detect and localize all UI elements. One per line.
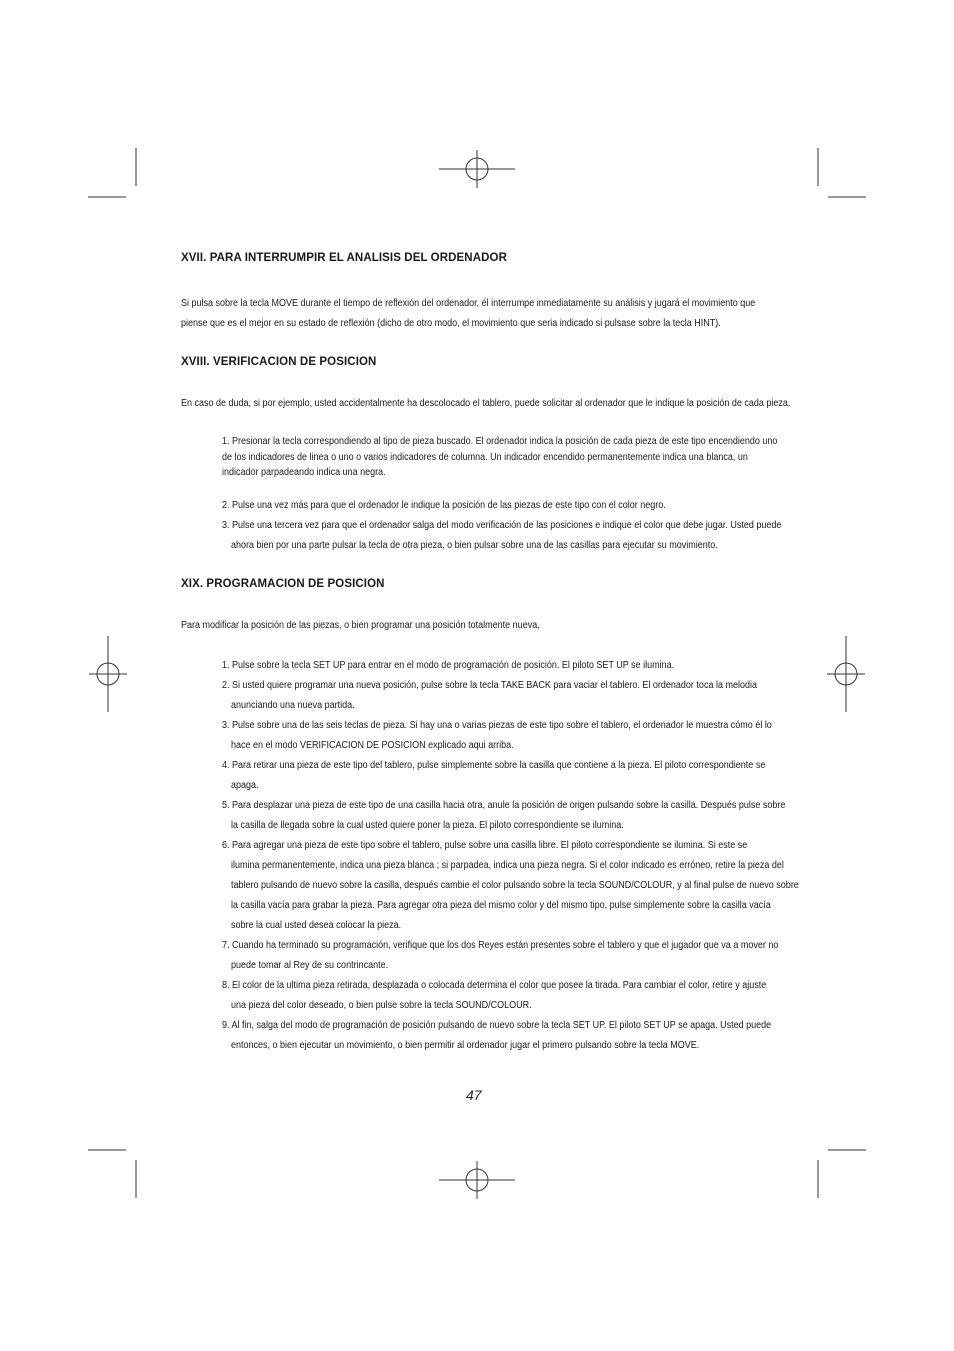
list-item-line: la casilla de llegada sobre la cual usted quiere poner la pieza. El piloto correspondiente se ilumina. [231,819,624,831]
list-item-line: apaga. [231,779,259,791]
list-item-line: 7. Cuando ha terminado su programación, verifique que los dos Reyes están presentes sobre el tablero y que el jugador que va a mover no [222,939,779,951]
list-item-line: 4. Para retirar una pieza de este tipo del tablero, pulse simplemente sobre la casilla que contiene a la pieza. El piloto correspondiente se [222,759,766,771]
list-item-line: 1. Presionar la tecla correspondiendo al tipo de pieza buscado. El ordenador indica la posición de cada pieza de este tipo encendiendo uno [222,436,778,447]
registration-mark-left [89,636,127,712]
list-item-line: ilumina permanentemente, indica una pieza blanca ; si parpadea, indica una pieza negra. Si el color indicado es erróneo, retire la pieza del [231,859,784,871]
list-item-line: 1. Pulse sobre la tecla SET UP para entrar en el modo de programación de posición. El piloto SET UP se ilumina. [222,659,675,671]
list-item [222,1016,772,1056]
section-intro: Para modificar la posición de las piezas, o bien programar una posición totalmente nueva, [181,619,540,631]
list-item-line: 6. Para agregar una pieza de este tipo sobre el tablero, pulse sobre una casilla libre. El piloto correspondiente se ilumina. Si este se [222,839,748,851]
page-content [181,250,801,1056]
list-item-line: puede tomar al Rey de su contrincante. [231,959,389,971]
list-item-line: la casilla vacía para grabar la pieza. Para agregar otra pieza del mismo color y del mismo tipo, pulse simplemente sobre la casilla vacía [231,899,771,911]
list-item-line: de los indicadores de linea o uno o varios indicadores de columna. Un indicador encendido permanentemente indica una blanca, un [222,451,748,463]
list-item-line: entonces, o bien ejecutar un movimiento, o bien permitir al ordenador jugar el primero pulsando sobre la tecla MOVE. [231,1039,700,1051]
section-heading-xix: XIX. PROGRAMACION DE POSICION [181,577,385,590]
section-intro: En caso de duda, si por ejemplo, usted accidentalmente ha descolocado el tablero, puede solicitar al ordenador que le indique la posición de cada pieza. [181,398,791,409]
list-item-line: indicador parpadeando indica una negra. [222,467,386,478]
list-item [222,434,778,481]
list-item-line: 5. Para desplazar una pieza de este tipo de una casilla hacia otra, anule la posición de origen pulsando sobre la casilla. Después pulse sobre [222,799,786,811]
registration-mark-bottom [439,1161,515,1199]
list-item-line: sobre la cual usted desea colocar la pieza. [231,919,402,931]
list-item [222,976,767,1016]
list-item [222,676,757,716]
list-item-line: 3. Pulse sobre una de las seis teclas de pieza. Si hay una o varias piezas de este tipo sobre el tablero, el ordenador le muestra cómo él lo [222,719,772,731]
page-number: 47 [466,1087,482,1103]
list-item [222,796,786,836]
section-heading-xviii: XVIII. VERIFICACION DE POSICION [181,356,377,368]
list-item [222,656,743,676]
list-item-line: 8. El color de la ultima pieza retirada, desplazada o colocada determina el color que posee la tirada. Para cambiar el color, retire y ajuste [222,979,767,991]
list-item-line: hace en el modo VERIFICACION DE POSICION explicado aqui arriba. [231,739,514,751]
list-item-line: 9. Al fin, salga del modo de programación de posición pulsando de nuevo sobre la tecla SET UP. El piloto SET UP se apaga. Usted puede [222,1019,772,1031]
list-item [222,756,766,796]
list-item-line: 2. Pulse una vez más para que el ordenador le indique la posición de las piezas de este tipo con el color negro. [222,499,666,511]
list-item-line: 2. Si usted quiere programar una nueva posición, pulse sobre la tecla TAKE BACK para vaciar el tablero. El ordenador toca la melodia [222,679,757,691]
programming-steps [222,656,801,1056]
list-item [222,836,799,936]
section-heading-xvii: XVII. PARA INTERRUMPIR EL ANALISIS DEL ORDENADOR [181,252,507,264]
paragraph-line: Si pulsa sobre la tecla MOVE durante el tiempo de reflexión del ordenador, él interrumpe inmediatamente su análisis y jugará el movimiento que [181,298,756,309]
verification-steps [222,434,801,556]
paragraph-line: piense que es el mejor en su estado de reflexión (dicho de otro modo, el movimiento que seria indicado si pulsase sobre la tecla HINT). [181,318,721,329]
list-item-line: 3. Pulse una tercera vez para que el ordenador salga del modo verificación de las posiciones e indique el color que debe jugar. Usted puede [222,519,782,531]
list-item [222,496,743,516]
list-item-line: ahora bien por una parte pulsar la tecla de otra pieza, o bien pulsar sobre una de las casillas para ejecutar su movimiento. [231,539,718,551]
list-item-line: tablero pulsando de nuevo sobre la casilla, después cambie el color pulsando sobre la tecla SOUND/COLOUR, y al final pulse de nuevo sobre [231,879,799,891]
list-item-line: una pieza del color deseado, o bien pulse sobre la tecla SOUND/COLOUR. [231,999,532,1011]
list-item-line: anunciando una nueva partida. [231,699,355,711]
list-item [222,716,772,756]
registration-mark-top [439,150,515,188]
list-item [222,516,782,556]
list-item [222,936,779,976]
registration-mark-right [827,636,865,712]
